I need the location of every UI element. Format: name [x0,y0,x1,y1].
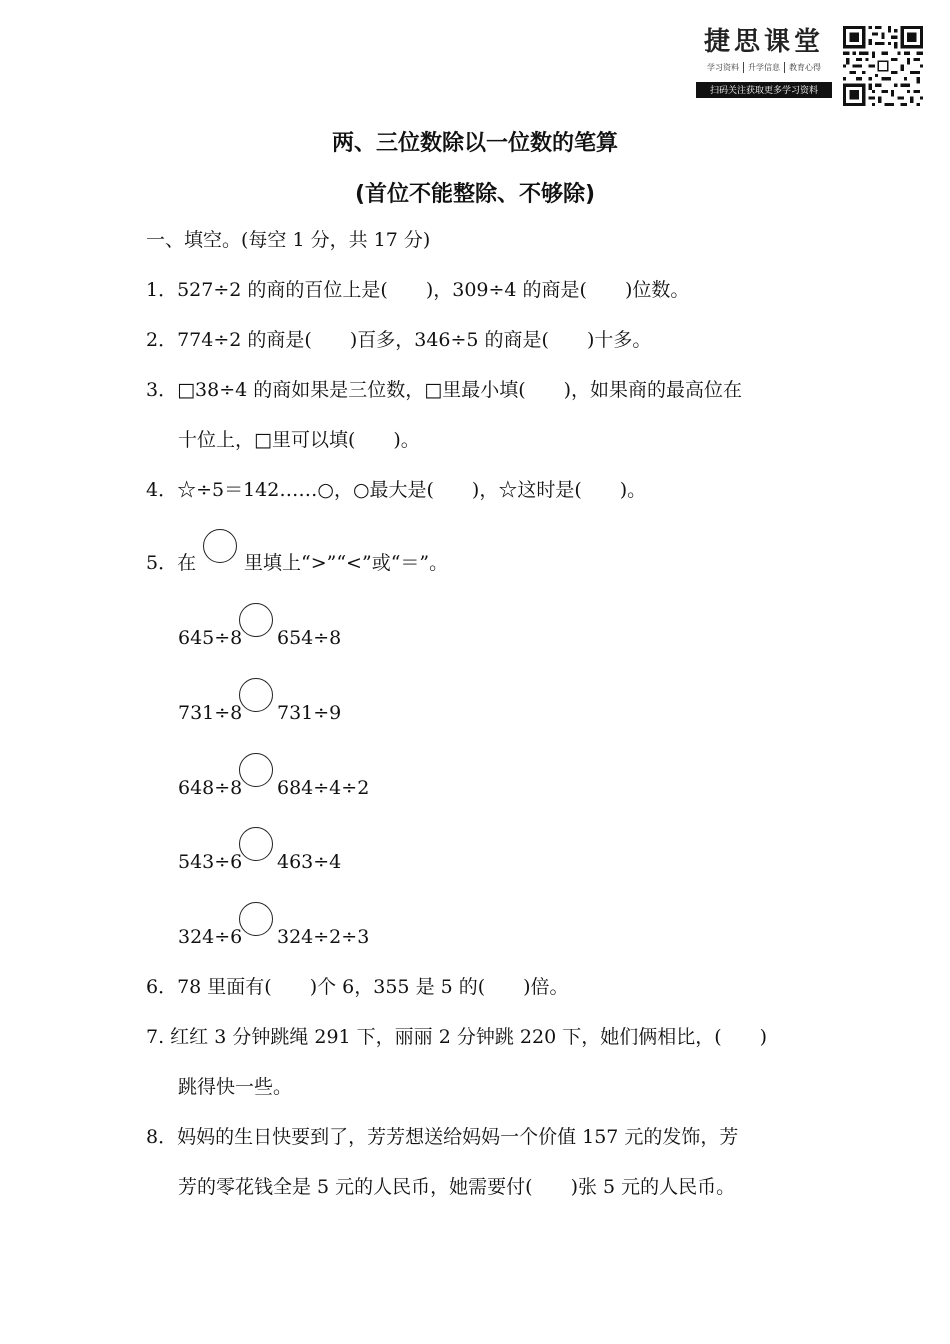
answer-circle[interactable] [203,529,237,563]
compare-right: 731÷9 [277,702,342,724]
brand-banner: 扫码关注获取更多学习资料 [696,82,832,98]
section-heading: 一、填空。(每空 1 分，共 17 分) [146,229,431,251]
brand-tags [696,62,832,73]
compare-circle[interactable] [239,678,273,712]
brand-tag: 学习资料 [707,63,739,72]
compare-left: 645÷8 [178,627,243,649]
page-title: 两、三位数除以一位数的笔算 [331,131,618,156]
compare-left: 543÷6 [178,851,243,873]
compare-circle[interactable] [239,603,273,637]
compare-right: 324÷2÷3 [277,926,370,948]
compare-circle[interactable] [239,753,273,787]
compare-right: 684÷4÷2 [277,777,370,799]
qr-code-icon [843,26,923,106]
question-7-line-1: 7. 红红 3 分钟跳绳 291 下，丽丽 2 分钟跳 220 下，她们俩相比，( ) [146,1026,768,1048]
compare-circle[interactable] [239,827,273,861]
brand-name: 捷思课堂 [703,27,824,57]
brand-tag: 升学信息 [743,62,784,73]
compare-right: 463÷4 [277,851,342,873]
question-3-line-2: 十位上，□里可以填( )。 [178,429,420,451]
page-subtitle: (首位不能整除、不够除) [354,182,596,207]
question-1: 1．527÷2 的商的百位上是( )，309÷4 的商是( )位数。 [146,279,690,301]
question-2: 2．774÷2 的商是( )百多，346÷5 的商是( )十多。 [146,329,652,351]
question-3-line-1: 3．□38÷4 的商如果是三位数，□里最小填( )，如果商的最高位在 [146,379,743,401]
compare-right: 654÷8 [277,627,342,649]
compare-left: 324÷6 [178,926,243,948]
question-8-line-2: 芳的零花钱全是 5 元的人民币，她需要付( )张 5 元的人民币。 [178,1176,736,1198]
question-7-line-2: 跳得快一些。 [178,1076,293,1098]
brand-block [696,26,832,98]
question-8-line-1: 8．妈妈的生日快要到了，芳芳想送给妈妈一个价值 157 元的发饰，芳 [146,1126,739,1148]
question-5-prefix: 5．在 [146,552,197,574]
compare-left: 731÷8 [178,702,243,724]
question-4: 4．☆÷5＝142……○，○最大是( )，☆这时是( )。 [146,479,647,501]
compare-circle[interactable] [239,902,273,936]
compare-left: 648÷8 [178,777,243,799]
question-6: 6．78 里面有( )个 6，355 是 5 的( )倍。 [146,976,569,998]
question-5-suffix: 里填上“>”“<”或“＝”。 [244,552,449,574]
brand-tag: 教育心得 [784,62,825,73]
